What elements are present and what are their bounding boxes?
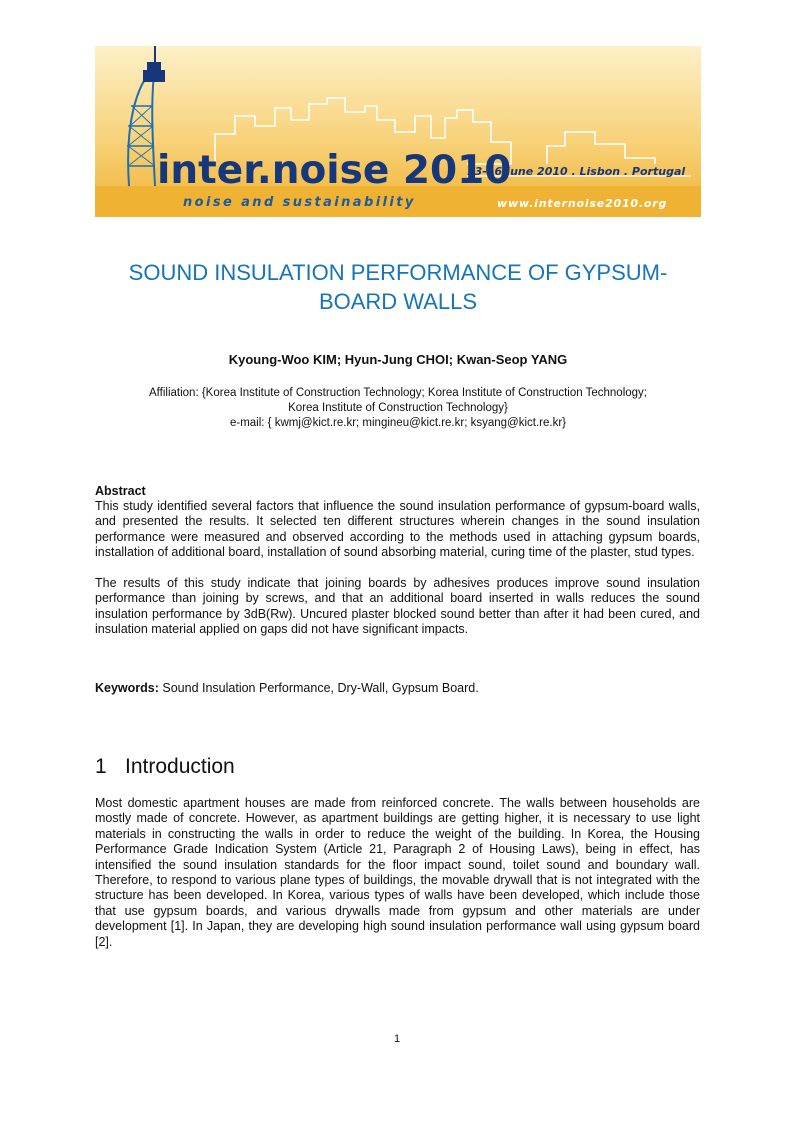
conference-url[interactable]: www.internoise2010.org bbox=[497, 197, 668, 210]
paper-title: SOUND INSULATION PERFORMANCE OF GYPSUM-BOARD WALLS bbox=[128, 260, 668, 314]
affiliation-line-1: Affiliation: {Korea Institute of Construction Technology; Korea Institute of Construction Technology; bbox=[149, 387, 647, 399]
page-number: 1 bbox=[393, 1033, 401, 1045]
keywords-text: Sound Insulation Performance, Dry-Wall, Gypsum Board. bbox=[158, 681, 479, 695]
abstract-paragraph-1: This study identified several factors that influence the sound insulation performance of gypsum-board walls, and presented the results. It selected ten different structures wherein changes in the sound insulation performance were measured and observed according to the methods used in attaching gypsum boards, installation of additional board, installation of sound absorbing material, curing time of the plaster, stud types. bbox=[95, 499, 700, 560]
section-heading-introduction bbox=[95, 755, 235, 779]
conference-title: inter.noise 2010 bbox=[157, 148, 512, 193]
affiliation-line-2: Korea Institute of Construction Technology} bbox=[288, 402, 508, 414]
affiliation-block bbox=[95, 386, 701, 431]
section-title: Introduction bbox=[125, 755, 235, 778]
keywords-label: Keywords: bbox=[95, 681, 159, 695]
keywords bbox=[95, 681, 479, 695]
abstract-paragraph-2: The results of this study indicate that joining boards by adhesives produces improve sound insulation performance than joining by screws, and that an additional board inserted in walls reduces the sound insulation performance by 3dB(Rw). Uncured plaster blocked sound better than after it had been cured, and insulation material applied on gaps did not have significant impacts. bbox=[95, 576, 700, 637]
authors: Kyoung-Woo KIM; Hyun-Jung CHOI; Kwan-Seop YANG bbox=[228, 352, 568, 367]
abstract-heading: Abstract bbox=[95, 484, 146, 498]
introduction-paragraph: Most domestic apartment houses are made from reinforced concrete. The walls between households are mostly made of concrete. However, as apartment buildings are getting higher, it is necessary to use light materials in constructing the walls in order to reduce the weight of the building. In Korea, the Housing Performance Grade Indication System (Article 21, Paragraph 2 of Housing Laws), being in effect, has intensified the sound insulation standards for the floor impact sound, toilet sound and boundary wall. Therefore, to respond to various plane types of buildings, the movable drywall that is not integrated with the structure has been developed. In Korea, various types of walls have been developed, which include those that use gypsum boards, and various drywalls made from gypsum and other materials are under development [1]. In Japan, they are developing high sound insulation performance wall using gypsum board [2]. bbox=[95, 796, 700, 949]
conference-date: 13-16 June 2010 . Lisbon . Portugal bbox=[467, 165, 686, 178]
conference-banner bbox=[95, 46, 701, 217]
section-number: 1 bbox=[95, 755, 107, 778]
email-line: e-mail: { kwmj@kict.re.kr; mingineu@kict.re.kr; ksyang@kict.re.kr} bbox=[229, 417, 566, 429]
conference-subtitle: noise and sustainability bbox=[183, 195, 416, 210]
